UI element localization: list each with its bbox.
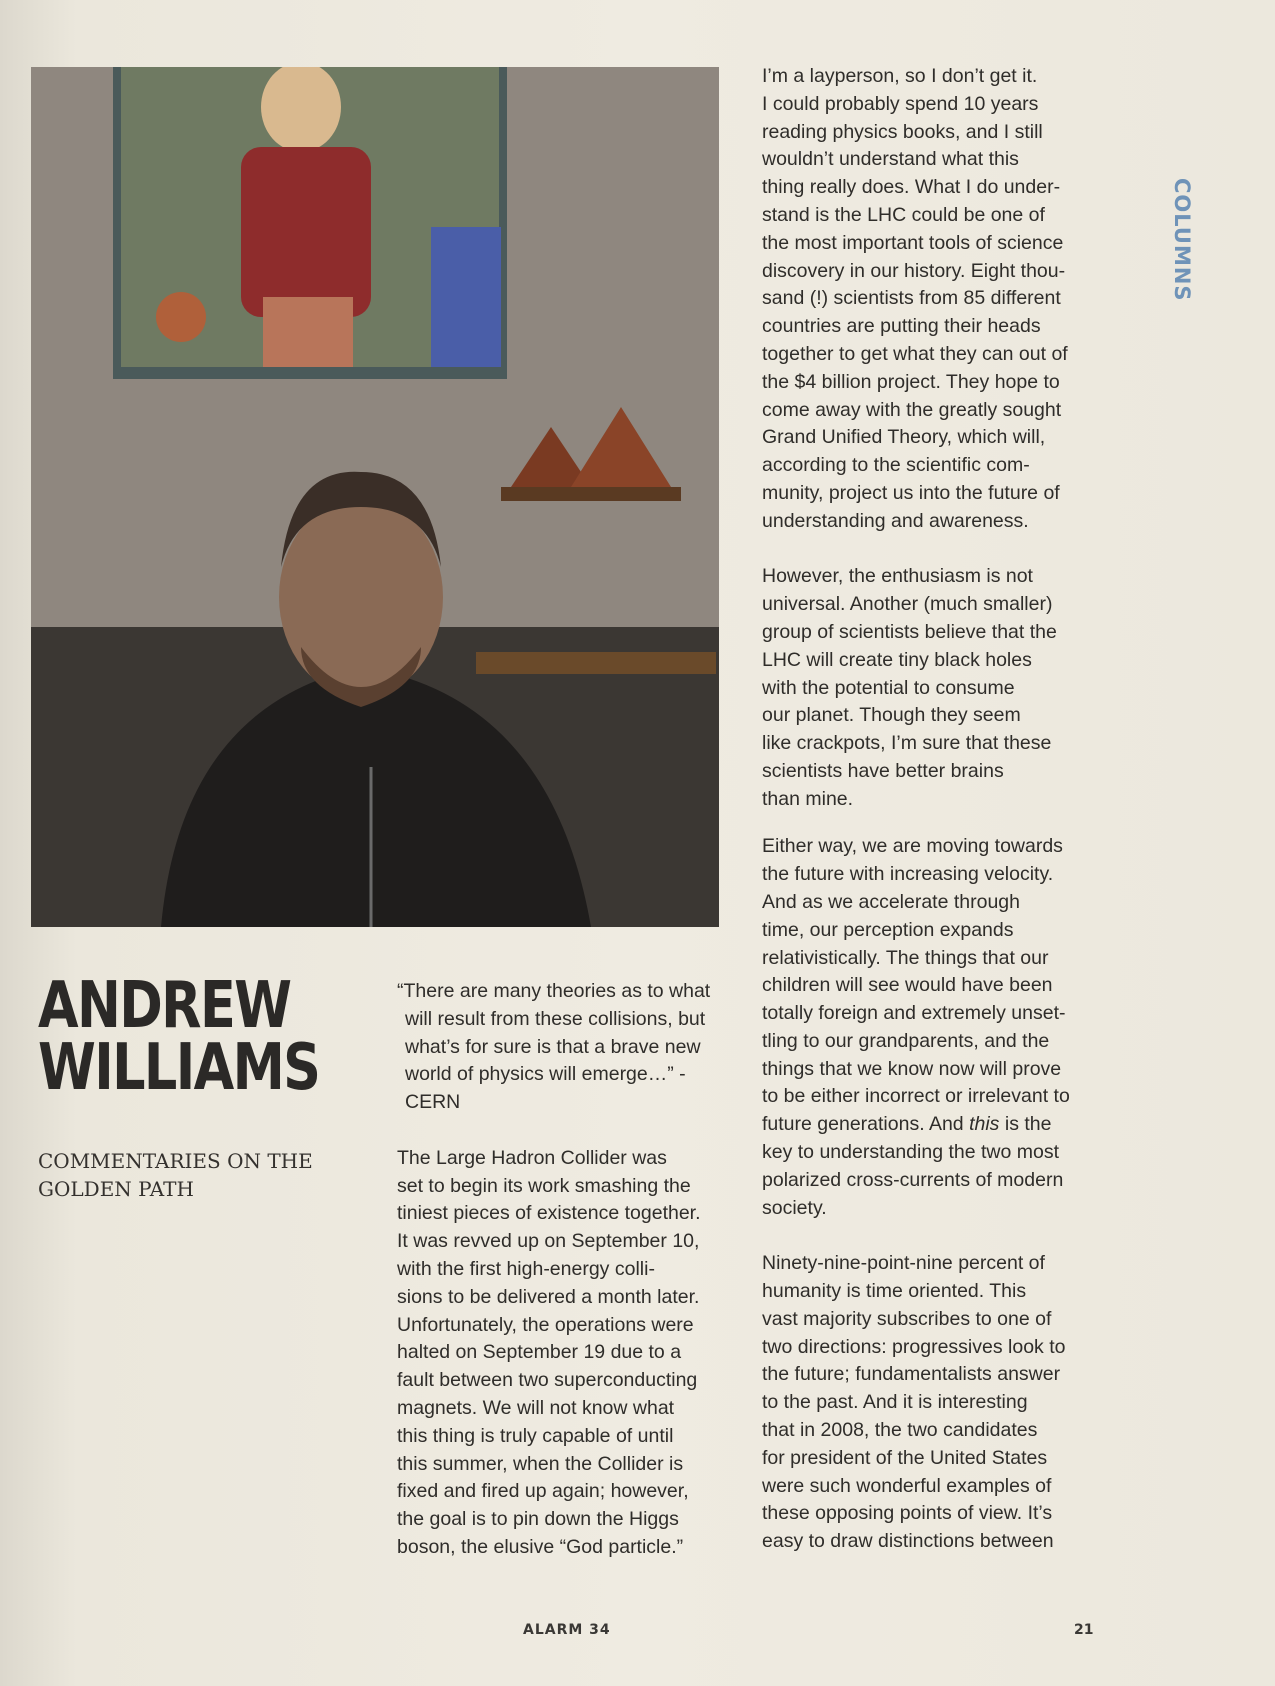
- text-line: Grand Unified Theory, which will,: [762, 426, 1046, 449]
- paragraph-time-oriented: [762, 1250, 1102, 1556]
- text-line: scientists have better brains: [762, 759, 1004, 782]
- text-line: understanding and awareness.: [762, 509, 1029, 532]
- text-line: easy to draw distinctions between: [762, 1530, 1054, 1553]
- column-title-line-1: COMMENTARIES ON THE: [38, 1149, 313, 1173]
- text-line: like crackpots, I’m sure that these: [762, 732, 1052, 755]
- page-number: 21: [1074, 1622, 1094, 1638]
- text-line: Either way, we are moving towards: [762, 835, 1063, 858]
- text-line: reading physics books, and I still: [762, 120, 1043, 143]
- text-line: things that we know now will prove: [762, 1057, 1062, 1080]
- text-line: I could probably spend 10 years: [762, 92, 1039, 115]
- text-line: two directions: progressives look to: [762, 1335, 1066, 1358]
- quote-line: “There are many theories as to what: [397, 980, 711, 1002]
- text-line: our planet. Though they seem: [762, 704, 1021, 727]
- text-line: fixed and fired up again; however,: [397, 1480, 689, 1503]
- text-line: It was revved up on September 10,: [397, 1230, 700, 1253]
- text-line: children will see would have been: [762, 974, 1053, 997]
- text-line: together to get what they can out of: [762, 342, 1068, 365]
- paragraph-layperson: [762, 63, 1102, 536]
- paragraph-velocity: [762, 833, 1102, 1222]
- text-line: the $4 billion project. They hope to: [762, 370, 1060, 393]
- quote-line: what’s for sure is that a brave new: [405, 1035, 701, 1058]
- text-line: future generations. And this is the: [762, 1113, 1052, 1136]
- text-line: set to begin its work smashing the: [397, 1174, 691, 1197]
- text-line: However, the enthusiasm is not: [762, 565, 1033, 588]
- text-line: tling to our grandparents, and the: [762, 1029, 1050, 1052]
- text-line: universal. Another (much smaller): [762, 593, 1053, 616]
- quote-line: CERN: [405, 1091, 461, 1114]
- text-line: for president of the United States: [762, 1446, 1048, 1469]
- text-line: magnets. We will not know what: [397, 1396, 675, 1419]
- text-line: sions to be delivered a month later.: [397, 1285, 700, 1308]
- text-line: come away with the greatly sought: [762, 398, 1062, 421]
- text-line: And as we accelerate through: [762, 890, 1020, 913]
- author-last-name: WILLIAMS: [38, 1031, 320, 1105]
- text-line: munity, project us into the future of: [762, 481, 1060, 504]
- text-line: that in 2008, the two candidates: [762, 1419, 1038, 1442]
- text-line: wouldn’t understand what this: [762, 148, 1019, 171]
- author-first-name: ANDREW: [38, 969, 291, 1043]
- text-line: the future with increasing velocity.: [762, 863, 1054, 886]
- quote-line: world of physics will emerge…” -: [405, 1063, 686, 1086]
- text-line: totally foreign and extremely unset-: [762, 1002, 1066, 1025]
- text-line: these opposing points of view. It’s: [762, 1502, 1053, 1525]
- author-name: [38, 969, 320, 1105]
- text-line: thing really does. What I do under-: [762, 176, 1061, 199]
- text-line: fault between two superconducting: [397, 1369, 698, 1392]
- column-title: [38, 1147, 338, 1203]
- text-line: stand is the LHC could be one of: [762, 203, 1045, 226]
- paragraph-enthusiasm: [762, 563, 1102, 813]
- text-line: the most important tools of science: [762, 231, 1064, 254]
- text-line: polarized cross-currents of modern: [762, 1168, 1064, 1191]
- text-line: vast majority subscribes to one of: [762, 1307, 1052, 1330]
- text-line: The Large Hadron Collider was: [397, 1146, 667, 1169]
- text-line: sand (!) scientists from 85 different: [762, 287, 1061, 310]
- text-line: Unfortunately, the operations were: [397, 1313, 694, 1336]
- author-photo: [31, 67, 719, 927]
- text-line: key to understanding the two most: [762, 1141, 1060, 1164]
- text-line: discovery in our history. Eight thou-: [762, 259, 1066, 282]
- section-tag: COLUMNS: [1170, 178, 1194, 302]
- text-line: according to the scientific com-: [762, 454, 1030, 477]
- text-line: LHC will create tiny black holes: [762, 648, 1032, 671]
- text-line: to the past. And it is interesting: [762, 1391, 1028, 1414]
- paragraph-lhc-intro: [397, 1145, 737, 1562]
- text-line: countries are putting their heads: [762, 315, 1041, 338]
- text-line: boson, the elusive “God particle.”: [397, 1535, 684, 1558]
- text-line: humanity is time oriented. This: [762, 1280, 1027, 1303]
- text-line: group of scientists believe that the: [762, 620, 1057, 643]
- text-line: this summer, when the Collider is: [397, 1452, 684, 1475]
- text-line: were such wonderful examples of: [762, 1474, 1052, 1497]
- text-line: the future; fundamentalists answer: [762, 1363, 1061, 1386]
- text-line: than mine.: [762, 787, 854, 810]
- pull-quote: [397, 978, 737, 1117]
- column-title-line-2: GOLDEN PATH: [38, 1177, 194, 1201]
- text-line: to be either incorrect or irrelevant to: [762, 1085, 1070, 1108]
- text-line: relativistically. The things that our: [762, 946, 1049, 969]
- right-column: [762, 63, 1102, 1584]
- text-line: Ninety-nine-point-nine percent of: [762, 1252, 1045, 1275]
- publication-name: ALARM 34: [523, 1622, 611, 1638]
- text-line: society.: [762, 1196, 827, 1219]
- text-line: halted on September 19 due to a: [397, 1341, 682, 1364]
- middle-column: [397, 978, 737, 1590]
- text-line: the goal is to pin down the Higgs: [397, 1508, 679, 1531]
- text-line: I’m a layperson, so I don’t get it.: [762, 65, 1038, 87]
- text-line: with the potential to consume: [762, 676, 1015, 699]
- quote-line: will result from these collisions, but: [405, 1007, 706, 1030]
- text-line: tiniest pieces of existence together.: [397, 1202, 701, 1225]
- text-line: with the first high-energy colli-: [397, 1257, 655, 1280]
- text-line: time, our perception expands: [762, 918, 1014, 941]
- text-line: this thing is truly capable of until: [397, 1424, 674, 1447]
